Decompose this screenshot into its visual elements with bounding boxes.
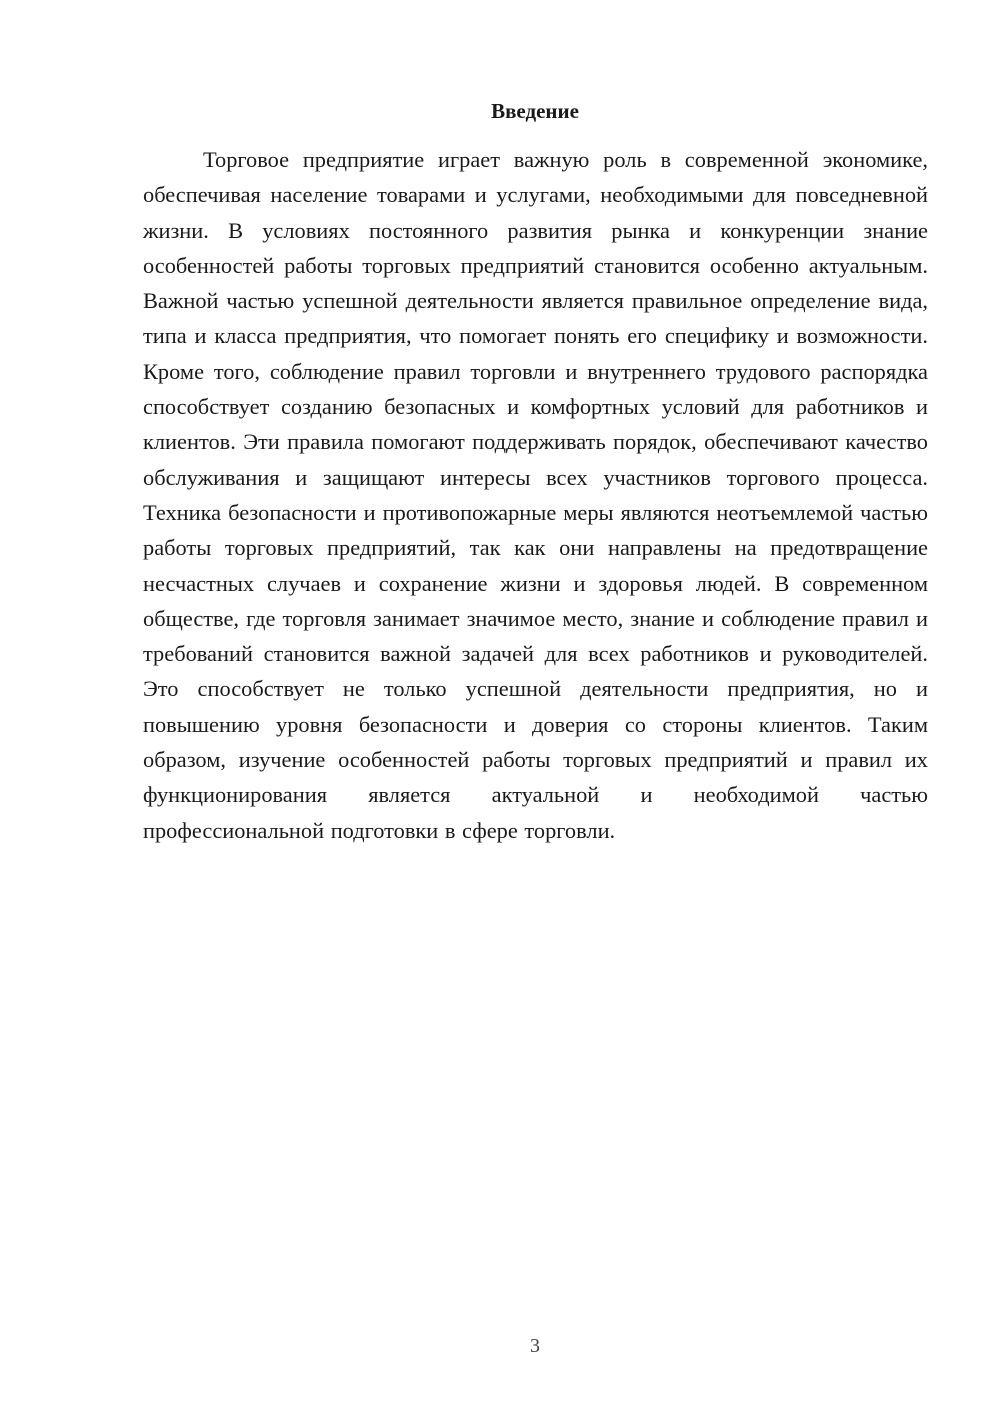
page-number: 3 bbox=[530, 1335, 540, 1357]
introduction-paragraph: Торговое предприятие играет важную роль в современной экономике, обеспечивая население товарами и услугами, необходимыми для повседневной жизни. В условиях постоянного развития рынка и конкуренции знание особенностей работы торговых предприятий становится особенно актуальным. Важной частью успешной деятельности является правильное определение вида, типа и класса предприятия, что помогает понять его специфику и возможности. Кроме того, соблюдение правил торговли и внутреннего трудового распорядка способствует созданию безопасных и комфортных условий для работников и клиентов. Эти правила помогают поддерживать порядок, обеспечивают качество обслуживания и защищают интересы всех участников торгового процесса. Техника безопасности и противопожарные меры являются неотъемлемой частью работы торговых предприятий, так как они направлены на предотвращение несчастных случаев и сохранение жизни и здоровья людей. В современном обществе, где торговля занимает значимое место, знание и соблюдение правил и требований становится важной задачей для всех работников и руководителей. Это способствует не только успешной деятельности предприятия, но и повышению уровня безопасности и доверия со стороны клиентов. Таким образом, изучение особенностей работы торговых предприятий и правил их функционирования является актуальной и необходимой частью профессиональной подготовки в сфере торговли. bbox=[143, 147, 928, 843]
section-heading: Введение bbox=[491, 99, 579, 123]
